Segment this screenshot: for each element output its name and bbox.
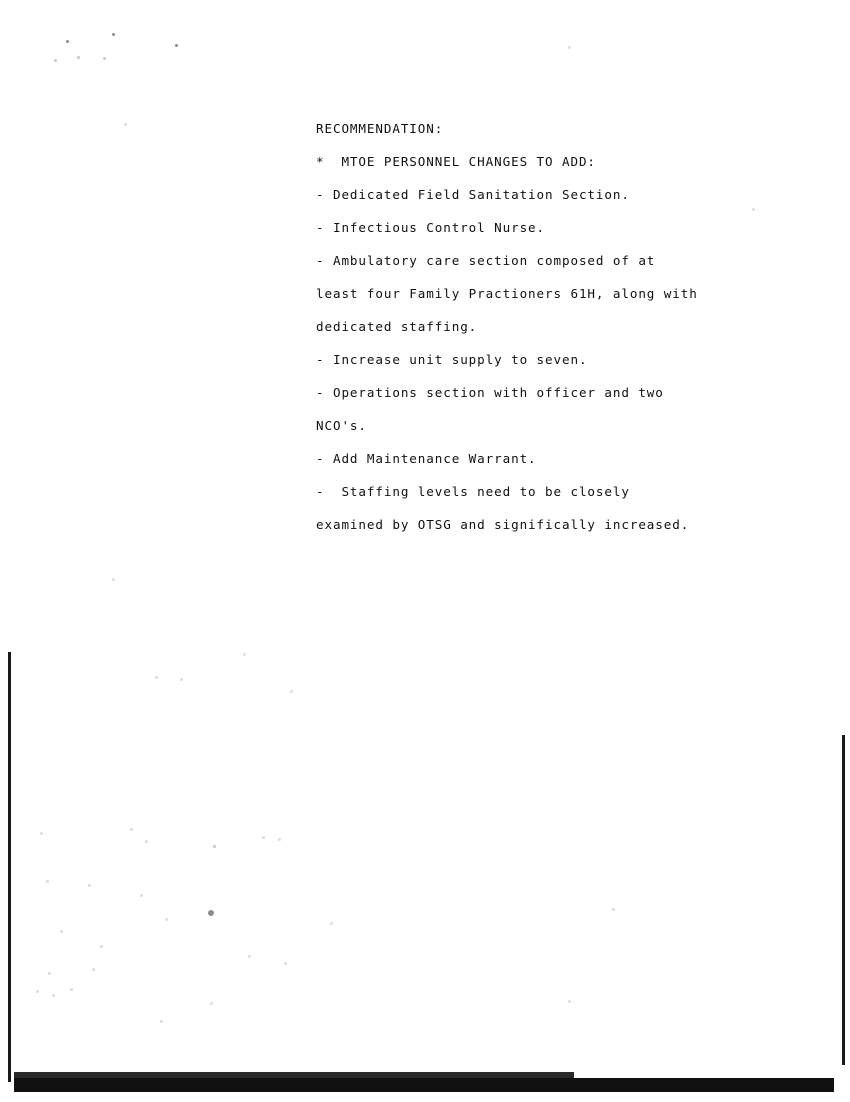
scan-speck [66, 40, 69, 43]
scan-speck [36, 990, 39, 993]
document-line: - Dedicated Field Sanitation Section. [316, 187, 630, 202]
scan-speck [124, 123, 127, 126]
document-line: * MTOE PERSONNEL CHANGES TO ADD: [316, 154, 596, 169]
document-line: examined by OTSG and significally increased. [316, 517, 690, 532]
scan-speck [160, 1020, 163, 1023]
scan-speck [140, 894, 143, 897]
document-line: NCO's. [316, 418, 367, 433]
document-text-block [316, 112, 796, 541]
scan-speck [48, 972, 51, 975]
document-line: - Increase unit supply to seven. [316, 352, 588, 367]
scan-speck [568, 1000, 571, 1003]
scan-speck [278, 838, 281, 841]
document-heading: RECOMMENDATION: [316, 121, 444, 136]
scan-speck [213, 845, 216, 848]
scan-speck [112, 33, 115, 36]
scan-speck [243, 653, 246, 656]
document-line: - Ambulatory care section composed of at [316, 253, 656, 268]
scan-speck [248, 955, 251, 958]
scan-speck [54, 59, 57, 62]
document-line: least four Family Practioners 61H, along with [316, 286, 698, 301]
scan-speck [180, 678, 183, 681]
scan-speck [112, 578, 115, 581]
scan-speck [46, 880, 49, 883]
scan-speck [52, 994, 55, 997]
scan-speck [612, 908, 615, 911]
scan-speck [175, 44, 178, 47]
document-line: - Add Maintenance Warrant. [316, 451, 537, 466]
document-line: - Infectious Control Nurse. [316, 220, 546, 235]
scan-speck [70, 988, 73, 991]
scan-edge-bottom [14, 1078, 834, 1092]
scan-speck [103, 57, 106, 60]
scan-speck [284, 962, 287, 965]
scan-speck [568, 46, 571, 49]
scan-speck [88, 884, 91, 887]
scan-speck [92, 968, 95, 971]
scan-speck [77, 56, 80, 59]
scan-speck [290, 690, 293, 693]
scan-speck [145, 840, 148, 843]
scan-speck [262, 836, 265, 839]
scan-speck [330, 922, 333, 925]
scan-speck [100, 945, 103, 948]
scan-speck [155, 676, 158, 679]
scan-speck [210, 1002, 213, 1005]
scan-edge-left [8, 652, 11, 1082]
document-line: - Staffing levels need to be closely [316, 484, 630, 499]
scan-speck [208, 910, 214, 916]
scan-speck [130, 828, 133, 831]
document-line: - Operations section with officer and two [316, 385, 664, 400]
scan-speck [60, 930, 63, 933]
scan-edge-right [842, 735, 845, 1065]
scan-speck [40, 832, 43, 835]
scan-speck [165, 918, 168, 921]
document-line: dedicated staffing. [316, 319, 478, 334]
